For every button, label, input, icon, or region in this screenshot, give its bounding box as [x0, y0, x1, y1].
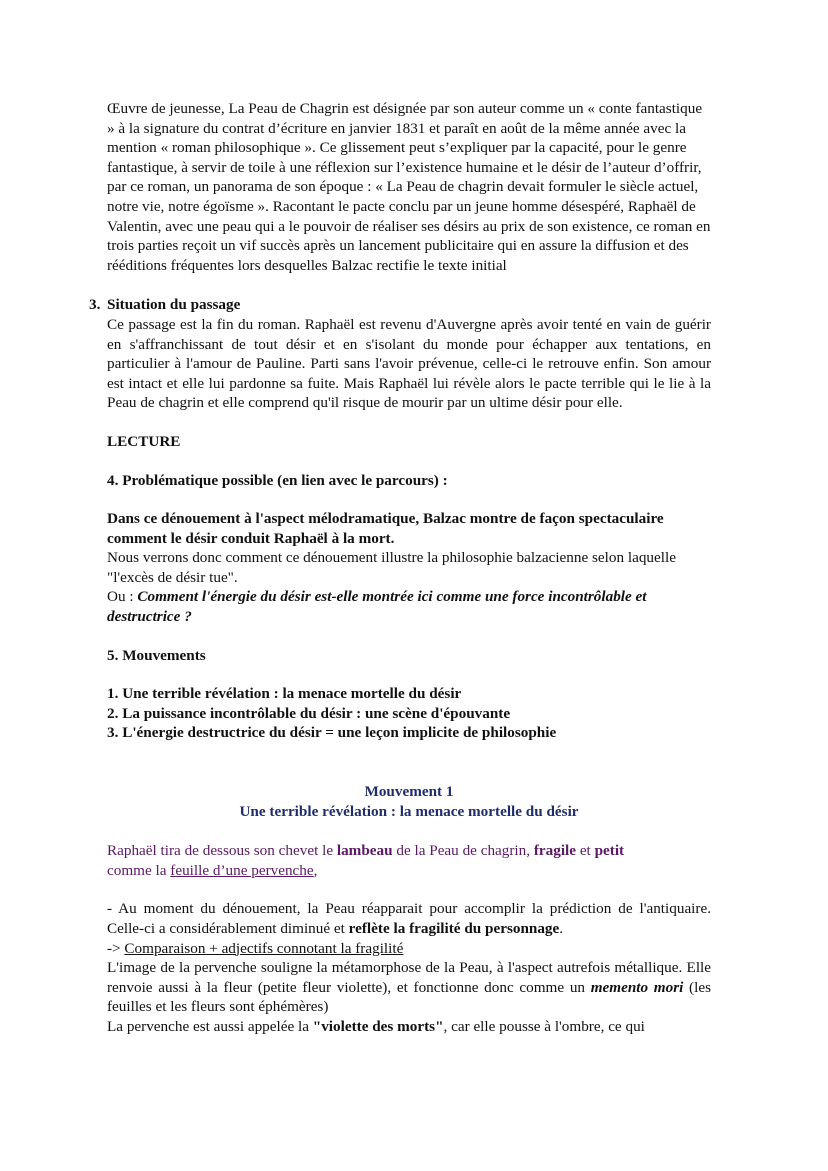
analysis-note	[107, 939, 711, 959]
quote-text: de la Peau de chagrin,	[392, 842, 534, 860]
analysis-paragraph	[107, 1017, 711, 1037]
section-title: Situation du passage	[107, 296, 241, 314]
analysis-emphasis: "violette des morts"	[312, 1017, 444, 1035]
alt-prefix: Ou :	[107, 588, 138, 606]
section-number: 3.	[89, 296, 101, 314]
mouvement-title: Mouvement 1	[364, 783, 454, 801]
analysis-emphasis: reflète la fragilité du personnage	[348, 920, 560, 937]
quote-emphasis: petit	[594, 842, 625, 860]
analysis-underlined: Comparaison + adjectifs connotant la fragilité	[124, 939, 404, 957]
analysis-text: , car elle pousse à l'ombre, ce qui	[443, 1017, 645, 1035]
analysis-emphasis: memento mori	[590, 978, 684, 996]
section-situation	[89, 295, 711, 413]
quote-underlined: feuille d’une pervenche	[170, 861, 314, 879]
list-item: 2. La puissance incontrôlable du désir : une scène d'épouvante	[107, 704, 511, 722]
quote-text: Raphaël tira de dessous son chevet le	[107, 842, 337, 860]
analysis-text: La pervenche est aussi appelée la	[107, 1017, 313, 1035]
mouvements-heading: 5. Mouvements	[107, 646, 206, 664]
analysis-text: .	[559, 920, 564, 937]
quote-line	[107, 841, 711, 880]
quote-text: ,	[313, 861, 318, 879]
document-content	[89, 99, 711, 1037]
quote-text: et	[576, 842, 595, 860]
problematique-statement: Dans ce dénouement à l'aspect mélodramatique, Balzac montre de façon spectaculaire comment le désir conduit Raphaël à la mort.	[107, 510, 664, 547]
arrow-marker: ->	[107, 939, 125, 957]
quote-emphasis: lambeau	[336, 842, 393, 860]
mouvement-subtitle: Une terrible révélation : la menace mortelle du désir	[239, 802, 579, 820]
situation-text: Ce passage est la fin du roman. Raphaël est revenu d'Auvergne après avoir tenté en vain de guérir en s'affranchissant de tout désir et en s'isolant du monde pour échapper aux tentations, en particulier à l'amour de Pauline. Parti sans l'avoir prévenue, celle-ci le retrouve enfin. Son amour est intact et elle lui pardonne sa fuite. Mais Raphaël lui révèle alors le pacte terrible qui le lie à la Peau de chagrin et elle comprend qu'il risque de mourir par un ultime désir pour elle.	[107, 315, 711, 412]
problematique-alt	[107, 587, 711, 626]
analysis-text: L'image de la pervenche souligne la métamorphose de la Peau, à l'aspect autrefois métallique. Elle renvoie aussi à la fleur (petite fleur violette), et fonctionne donc comme un	[107, 959, 711, 996]
quote-text: comme la	[107, 861, 171, 879]
alt-question: Comment l'énergie du désir est-elle montrée ici comme une force incontrôlable et destructrice ?	[107, 588, 647, 626]
quote-emphasis: fragile	[533, 842, 577, 860]
analysis-paragraph	[107, 899, 711, 938]
lecture-heading: LECTURE	[107, 432, 181, 450]
analysis-paragraph	[107, 958, 711, 1017]
problematique-heading: 4. Problématique possible (en lien avec le parcours) :	[107, 471, 448, 489]
problematique-text: Nous verrons donc comment ce dénouement illustre la philosophie balzacienne selon laquelle "l'excès de désir tue".	[107, 549, 676, 586]
analysis-text: - Au moment du dénouement, la Peau réapparait pour accomplir la prédiction de l'antiquaire. Celle-ci a considérablement diminué et	[107, 900, 711, 937]
intro-paragraph: Œuvre de jeunesse, La Peau de Chagrin est désignée par son auteur comme un « conte fantastique » à la signature du contrat d’écriture en janvier 1831 et paraît en août de la même année avec la mention « roman philosophique ». Ce glissement peut s’expliquer par la capacité, pour le genre fantastique, à servir de toile à une réflexion sur l’existence humaine et le désir de l’auteur d’offrir, par ce roman, un panorama de son époque : « La Peau de chagrin devait formuler le siècle actuel, notre vie, notre égoïsme ». Racontant le pacte conclu par un jeune homme désespéré, Raphaël de Valentin, avec une peau qui a le pouvoir de réaliser ses désirs au prix de son existence, ce roman en trois parties reçoit un vif succès après un lancement publicitaire qui en assure la diffusion et des rééditions fréquentes lors desquelles Balzac rectifie le texte initial	[107, 100, 711, 274]
list-item: 3. L'énergie destructrice du désir = une leçon implicite de philosophie	[107, 724, 557, 742]
list-item: 1. Une terrible révélation : la menace mortelle du désir	[107, 685, 462, 703]
analysis-text: (les feuilles et les fleurs sont éphémères)	[107, 978, 711, 1016]
mouvements-list	[107, 684, 711, 743]
